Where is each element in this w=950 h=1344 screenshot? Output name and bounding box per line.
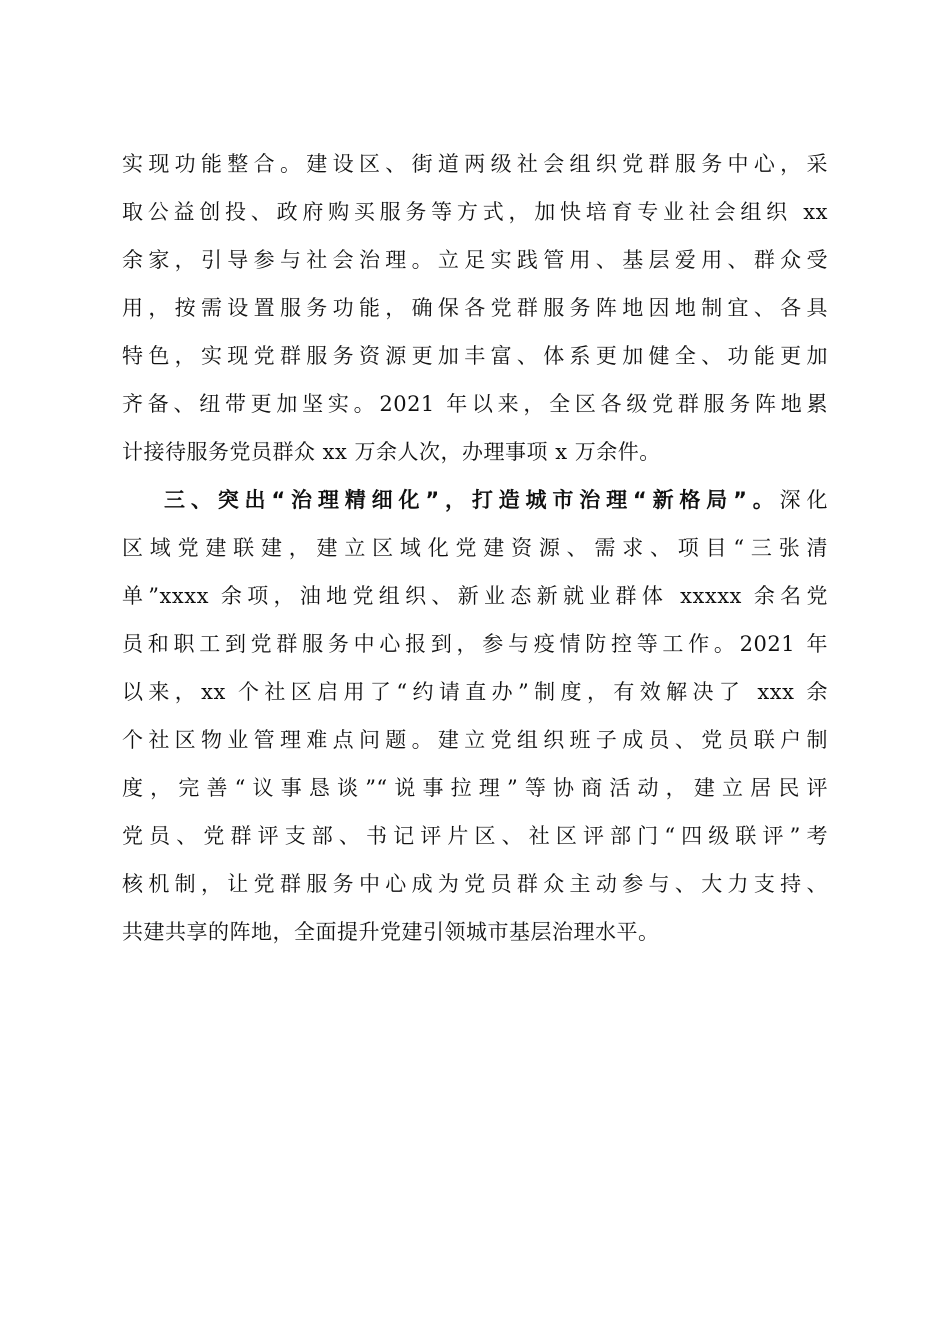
paragraph-line: 共建共享的阵地，全面提升党建引领城市基层治理水平。	[122, 920, 660, 944]
paragraph-2	[122, 476, 828, 956]
section-heading: 三、突出“治理精细化”，打造城市治理“新格局”。	[164, 488, 780, 512]
paragraph-line: 余家，引导参与社会治理。立足实践管用、基层爱用、群众受	[122, 248, 828, 272]
document-body	[122, 140, 828, 956]
paragraph-line: 计接待服务党员群众 xx 万余人次，办理事项 x 万余件。	[122, 440, 661, 464]
paragraph-line: 用，按需设置服务功能，确保各党群服务阵地因地制宜、各具	[122, 296, 828, 320]
paragraph-line: 区域党建联建，建立区域化党建资源、需求、项目“三张清	[122, 536, 828, 560]
paragraph-line: 核机制，让党群服务中心成为党员群众主动参与、大力支持、	[122, 872, 828, 896]
paragraph-line: 党员、党群评支部、书记评片区、社区评部门“四级联评”考	[122, 824, 828, 848]
paragraph-line: 以来，xx 个社区启用了“约请直办”制度，有效解决了 xxx 余	[122, 680, 828, 704]
paragraph-first-line	[122, 476, 828, 524]
paragraph-line: 个社区物业管理难点问题。建立党组织班子成员、党员联户制	[122, 728, 828, 752]
paragraph-line: 取公益创投、政府购买服务等方式，加快培育专业社会组织 xx	[122, 200, 828, 224]
paragraph-line: 齐备、纽带更加坚实。2021 年以来，全区各级党群服务阵地累	[122, 392, 828, 416]
paragraph-1	[122, 140, 828, 476]
paragraph-line: 单”xxxx 余项，油地党组织、新业态新就业群体 xxxxx 余名党	[122, 584, 828, 608]
paragraph-line: 度，完善“议事恳谈”“说事拉理”等协商活动，建立居民评	[122, 776, 828, 800]
paragraph-line-rest: 深化	[779, 488, 828, 512]
paragraph-line: 实现功能整合。建设区、街道两级社会组织党群服务中心，采	[122, 152, 828, 176]
paragraph-line: 员和职工到党群服务中心报到，参与疫情防控等工作。2021 年	[122, 632, 828, 656]
paragraph-line: 特色，实现党群服务资源更加丰富、体系更加健全、功能更加	[122, 344, 828, 368]
